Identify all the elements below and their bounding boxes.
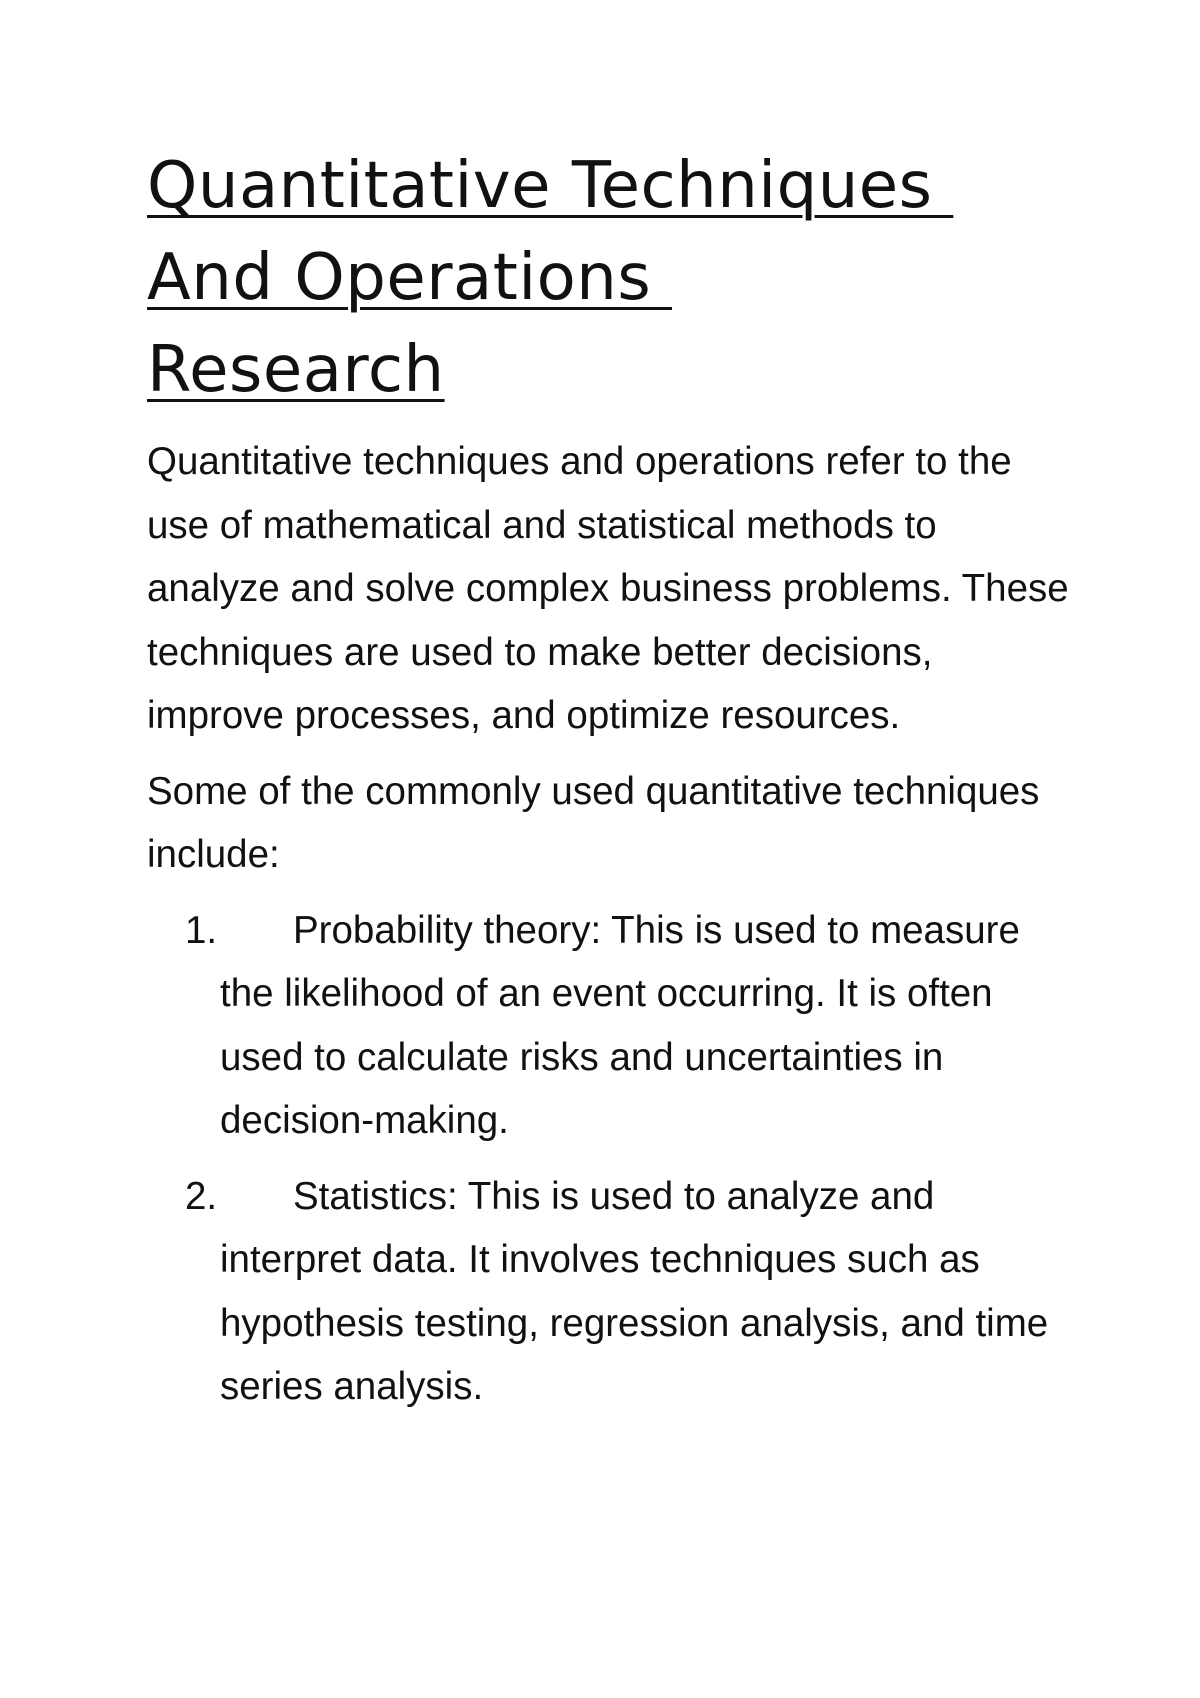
document-title: [147, 140, 1077, 416]
list-item-text: Probability theory: This is used to measure the likelihood of an event occurring. It is often used to calculate risks and uncertainties in decision-making.: [220, 908, 1020, 1142]
techniques-list: [147, 899, 1077, 1419]
list-item-number: 2.: [185, 1174, 218, 1218]
title-line: Quantitative Techniques: [147, 149, 954, 223]
intro-paragraph: Quantitative techniques and operations refer to the use of mathematical and statistical methods to analyze and solve complex business problems. These techniques are used to make better decisions, improve processes, and optimize resources.: [147, 440, 1069, 737]
lead-in-paragraph: Some of the commonly used quantitative techniques include:: [147, 769, 1040, 876]
title-line: Research: [147, 333, 445, 407]
list-item: [185, 899, 1077, 1153]
list-item: [185, 1165, 1077, 1419]
list-item-text: Statistics: This is used to analyze and interpret data. It involves techniques such as hypothesis testing, regression analysis, and time series analysis.: [220, 1174, 1049, 1408]
title-line: And Operations: [147, 241, 672, 315]
document-page: [147, 140, 1077, 1431]
list-item-number: 1.: [185, 908, 218, 952]
